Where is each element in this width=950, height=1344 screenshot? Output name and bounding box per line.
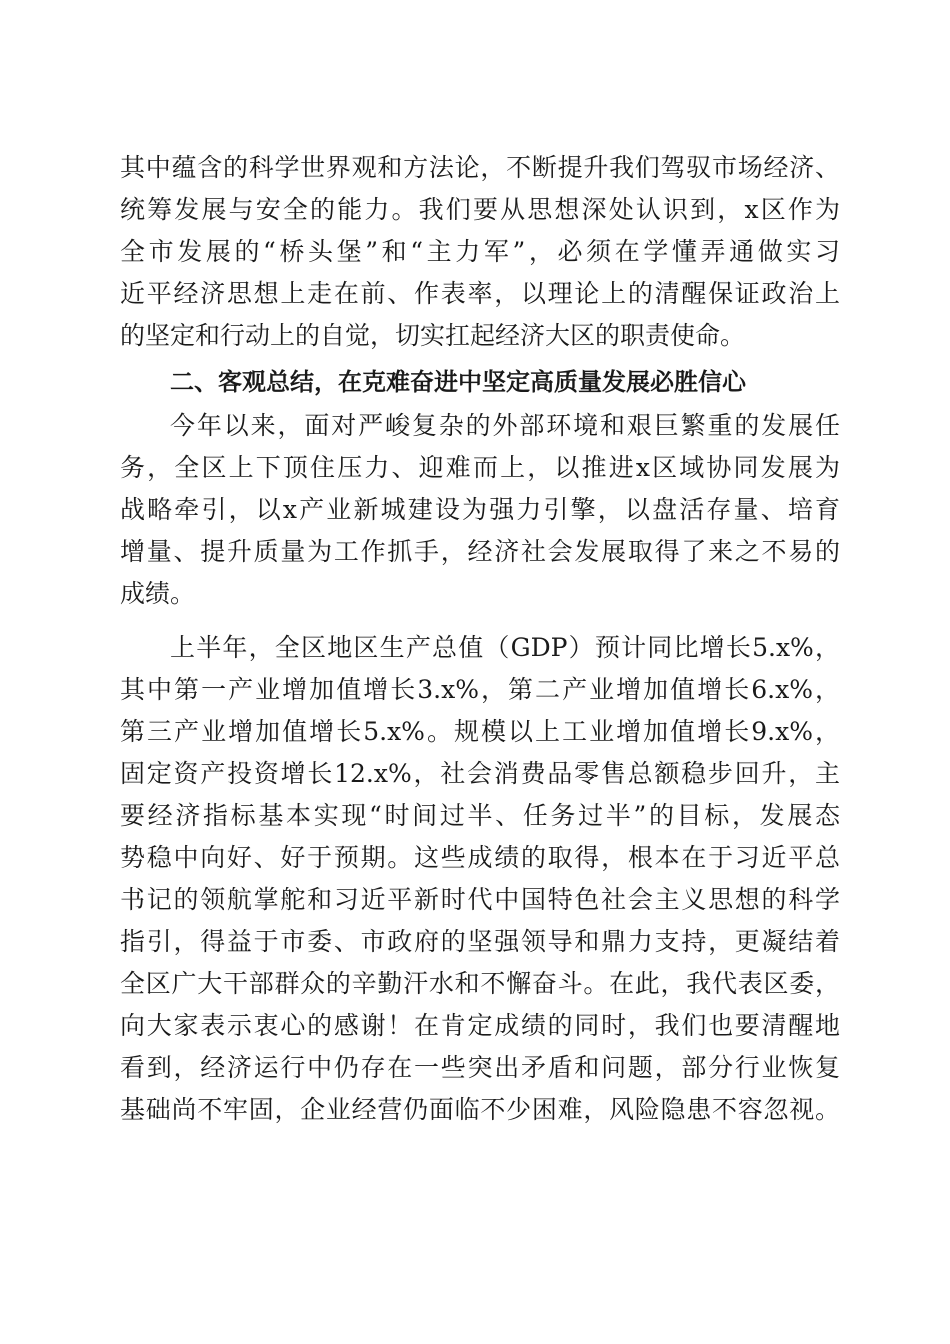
paragraph-3-line-10: 向大家表示衷心的感谢！在肯定成绩的同时，我们也要清醒地 bbox=[120, 1011, 840, 1040]
section-heading: 二、客观总结，在克难奋进中坚定高质量发展必胜信心 bbox=[170, 368, 746, 396]
paragraph-3-line-4: 固定资产投资增长12.x%，社会消费品零售总额稳步回升，主 bbox=[120, 759, 840, 788]
paragraph-1-line-2: 统筹发展与安全的能力。我们要从思想深处认识到，x区作为 bbox=[120, 195, 840, 224]
paragraph-3-line-7: 书记的领航掌舵和习近平新时代中国特色社会主义思想的科学 bbox=[120, 885, 840, 914]
paragraph-3-line-12: 基础尚不牢固，企业经营仍面临不少困难，风险隐患不容忽视。 bbox=[120, 1095, 840, 1124]
paragraph-3-line-3: 第三产业增加值增长5.x%。规模以上工业增加值增长9.x%， bbox=[120, 717, 840, 746]
paragraph-2-line-4: 增量、提升质量为工作抓手，经济社会发展取得了来之不易的 bbox=[120, 537, 840, 566]
paragraph-3-line-6: 势稳中向好、好于预期。这些成绩的取得，根本在于习近平总 bbox=[120, 843, 840, 872]
paragraph-3-line-5: 要经济指标基本实现“时间过半、任务过半”的目标，发展态 bbox=[120, 801, 840, 830]
paragraph-2-line-3: 战略牵引，以x产业新城建设为强力引擎，以盘活存量、培育 bbox=[120, 495, 840, 524]
paragraph-3-line-1: 上半年，全区地区生产总值（GDP）预计同比增长5.x%， bbox=[170, 633, 840, 662]
paragraph-3-line-9: 全区广大干部群众的辛勤汗水和不懈奋斗。在此，我代表区委， bbox=[120, 969, 840, 998]
paragraph-1-line-5: 的坚定和行动上的自觉，切实扛起经济大区的职责使命。 bbox=[120, 321, 746, 350]
paragraph-1-line-1: 其中蕴含的科学世界观和方法论，不断提升我们驾驭市场经济、 bbox=[120, 153, 840, 182]
paragraph-3-line-8: 指引，得益于市委、市政府的坚强领导和鼎力支持，更凝结着 bbox=[120, 927, 840, 956]
paragraph-2-line-2: 务，全区上下顶住压力、迎难而上，以推进x区域协同发展为 bbox=[120, 453, 840, 482]
paragraph-2-line-1: 今年以来，面对严峻复杂的外部环境和艰巨繁重的发展任 bbox=[170, 411, 840, 440]
paragraph-3-line-2: 其中第一产业增加值增长3.x%，第二产业增加值增长6.x%， bbox=[120, 675, 840, 704]
paragraph-1-line-3: 全市发展的“桥头堡”和“主力军”，必须在学懂弄通做实习 bbox=[120, 237, 840, 266]
paragraph-3-line-11: 看到，经济运行中仍存在一些突出矛盾和问题，部分行业恢复 bbox=[120, 1053, 840, 1082]
paragraph-2-line-5: 成绩。 bbox=[120, 579, 196, 608]
paragraph-1-line-4: 近平经济思想上走在前、作表率，以理论上的清醒保证政治上 bbox=[120, 279, 840, 308]
